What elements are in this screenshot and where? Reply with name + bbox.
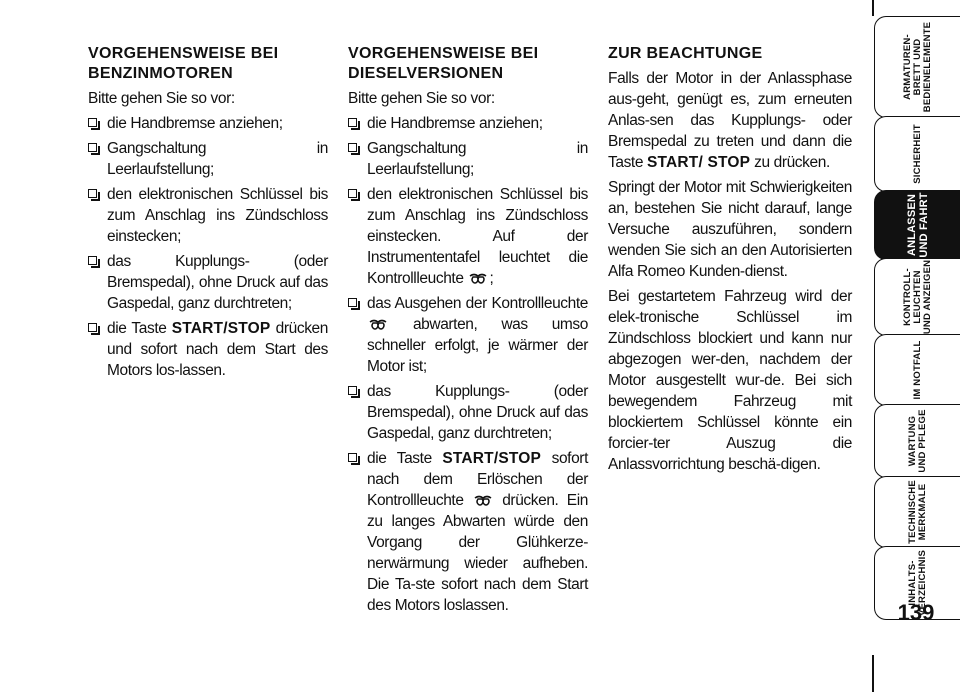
heading-notes: ZUR BEACHTUNGE xyxy=(608,45,763,62)
column-diesel xyxy=(348,44,588,620)
checkbox-bullet-icon xyxy=(88,118,97,127)
glow-plug-warning-icon xyxy=(368,319,388,331)
note-paragraph: Springt der Motor mit Schwierigkeiten an, bestehen Sie nicht darauf, lange Versuche auszuführen, sondern wenden Sie sich an den Autorisierten Alfa Romeo Kunden-dienst. xyxy=(608,179,852,280)
glow-plug-warning-icon xyxy=(473,495,493,507)
intro-text: Bitte gehen Sie so vor: xyxy=(348,90,495,107)
checkbox-bullet-icon xyxy=(348,189,357,198)
tab-dashboard-controls[interactable]: ARMATUREN- BRETT UND BEDIENELEMENTE xyxy=(874,16,960,118)
tab-starting-driving[interactable]: ANLASSEN UND FAHRT xyxy=(874,190,960,260)
list-item: das Kupplungs- (oder Bremspedal), ohne Druck auf das Gaspedal, ganz durchtreten; xyxy=(348,381,588,444)
tab-index[interactable]: INHALTS- VERZEICHNIS xyxy=(874,546,960,620)
list-item: die Handbremse anziehen; xyxy=(88,113,328,134)
checkbox-bullet-icon xyxy=(88,256,97,265)
page-number: 139 xyxy=(897,600,935,625)
chapter-tab-bar xyxy=(872,0,960,692)
tab-warning-lights[interactable]: KONTROLL- LEUCHTEN UND ANZEIGEN xyxy=(874,258,960,336)
intro-text: Bitte gehen Sie so vor: xyxy=(88,90,235,107)
heading-petrol: VORGEHENSWEISE BEI BENZINMOTOREN xyxy=(88,45,279,82)
list-item: das Ausgehen der Kontrollleuchte abwarten, was umso schneller erfolgt, je wärmer der Motor ist; xyxy=(348,293,588,377)
list-item: die Taste START/STOP sofort nach dem Erlöschen der Kontrollleuchte drücken. Ein zu langes Abwarten würde den Vorgang der Glühkerze-nerwärmung wieder aufheben. Die Ta-ste sofort nach dem Start des Motors loslassen. xyxy=(348,448,588,616)
list-item: Gangschaltung in Leerlaufstellung; xyxy=(348,138,588,180)
list-item: die Taste START/STOP drücken und sofort nach dem Start des Motors los-lassen. xyxy=(88,318,328,381)
checkbox-bullet-icon xyxy=(88,323,97,332)
tab-bar-edge xyxy=(872,655,874,692)
column-notes xyxy=(608,44,852,479)
start-stop-key: START/STOP xyxy=(442,450,542,467)
checkbox-bullet-icon xyxy=(88,189,97,198)
start-stop-key: START/ STOP xyxy=(646,154,751,171)
checkbox-bullet-icon xyxy=(348,453,357,462)
tab-safety[interactable]: SICHERHEIT xyxy=(874,116,960,192)
glow-plug-warning-icon xyxy=(468,273,488,285)
list-item: den elektronischen Schlüssel bis zum Anschlag ins Zündschloss einstecken; xyxy=(88,184,328,247)
checkbox-bullet-icon xyxy=(348,298,357,307)
note-paragraph: Bei gestartetem Fahrzeug wird der elek-tronische Schlüssel im Zündschloss blockiert und kann nur abgezogen wer-den, nachdem der Motor ausgestellt wur-de. Bei sich bewegendem Fahrzeug mit blockiertem Schlüssel könnte ein forcier-ter Auszug die Anlassvorrichtung beschä-digen. xyxy=(608,288,852,473)
start-stop-key: START/STOP xyxy=(171,320,271,337)
tab-technical-data[interactable]: TECHNISCHE MERKMALE xyxy=(874,476,960,548)
checkbox-bullet-icon xyxy=(88,143,97,152)
tab-emergency[interactable]: IM NOTFALL xyxy=(874,334,960,406)
column-petrol xyxy=(88,44,328,385)
list-item: die Handbremse anziehen; xyxy=(348,113,588,134)
heading-diesel: VORGEHENSWEISE BEI DIESELVERSIONEN xyxy=(348,45,539,82)
checkbox-bullet-icon xyxy=(348,143,357,152)
list-item: das Kupplungs- (oder Bremspedal), ohne Druck auf das Gaspedal, ganz durchtreten; xyxy=(88,251,328,314)
checkbox-bullet-icon xyxy=(348,118,357,127)
tab-maintenance[interactable]: WARTUNG UND PFLEGE xyxy=(874,404,960,478)
list-item: den elektronischen Schlüssel bis zum Anschlag ins Zündschloss einstecken. Auf der Instrumententafel leuchtet die Kontrollleuchte ; xyxy=(348,184,588,289)
list-item: Gangschaltung in Leerlaufstellung; xyxy=(88,138,328,180)
checkbox-bullet-icon xyxy=(348,386,357,395)
note-paragraph: Falls der Motor in der Anlassphase aus-geht, genügt es, zum erneuten Anlas-sen das Kupplungs- oder Bremspedal zu treten und dann die Taste START/ STOP zu drücken. xyxy=(608,70,852,171)
